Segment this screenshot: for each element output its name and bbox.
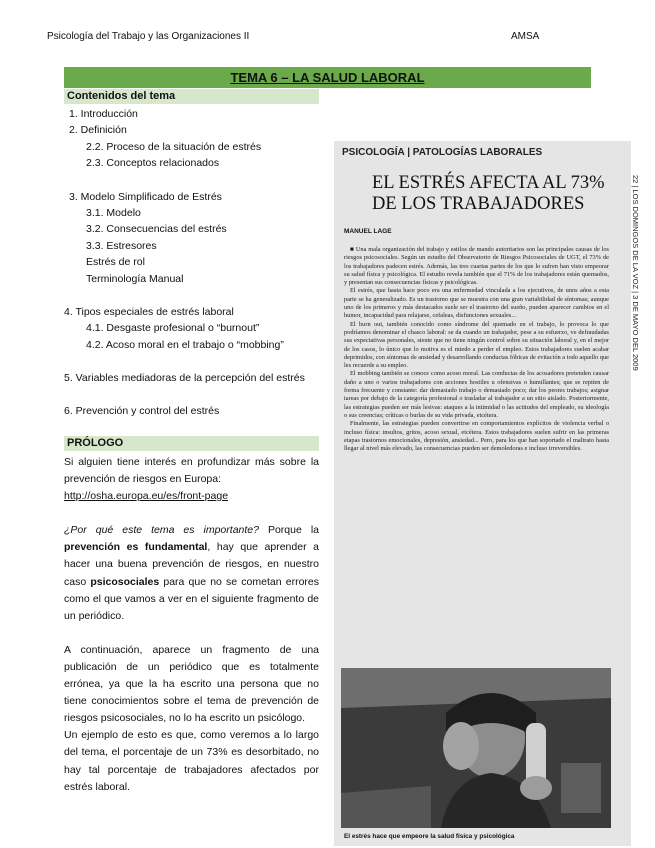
clipping-article bbox=[344, 246, 609, 453]
prologo-text-span: , hay que aprender a hacer una buena prevención de riesgos, en nuestro caso bbox=[64, 541, 320, 588]
toc-item: 5. Variables mediadoras de la percepción del estrés bbox=[64, 372, 305, 384]
stressed-worker-photo bbox=[341, 668, 611, 828]
toc-item: 3.3. Estresores bbox=[86, 240, 157, 252]
osha-link[interactable]: http://osha.europa.eu/es/front-page bbox=[64, 490, 229, 503]
prologo-text-span: para que no se cometan errores como el que vamos a ver en el siguiente fragmento de un periódico. bbox=[64, 575, 319, 622]
toc-item: 3.1. Modelo bbox=[86, 207, 141, 219]
toc-item: 2.2. Proceso de la situación de estrés bbox=[86, 141, 262, 153]
running-header-left: Psicología del Trabajo y las Organizaciones II bbox=[47, 31, 250, 42]
toc-item: 2.3. Conceptos relacionados bbox=[86, 157, 220, 169]
toc-item: 6. Prevención y control del estrés bbox=[64, 405, 220, 417]
photo-illustration bbox=[341, 668, 611, 828]
prologo-text-span: Porque la bbox=[258, 524, 319, 537]
article-paragraph: El mobbing también se conoce como acoso moral. Las conductas de los acosadores pretenden causar daño a uno o varios trabajadores con acciones hostiles u ofensivas o humillantes; que se repiten de forma frecuente y constante: dar demasiado trabajo o demasiado poco; dar los peores trabajos; asignar tareas por debajo de la categoría profesional o trasladar al trabajador a un sitio aislado. Posteriormente, las estrategias pueden ser más lesivas: ataques a la intimidad o las actitudes del empleado, su ideología o sus creencias; críticas o burlas de su vida privada, etcétera. bbox=[344, 370, 609, 419]
toc-item: 3. Modelo Simplificado de Estrés bbox=[69, 191, 222, 203]
article-paragraph: ■ Una mala organización del trabajo y estilos de mando autoritarios son las principales causas de los riesgos psicosociales. Según un estudio del Observatorio de Riesgos Psicosociales de UGT, el 73% de los trabajadores padecen estrés. Además, las tres cuartas partes de los que lo sufren han visto empeorar su salud física y psicológica. El estudio revela también que el 71% de los trabajadores están quemados, y presentan sus consecuencias físicas y psicológicas. bbox=[344, 246, 609, 287]
toc-item: Terminología Manual bbox=[86, 273, 184, 285]
prologo-heading: PRÓLOGO bbox=[64, 436, 319, 451]
emphasis-text: psicosociales bbox=[90, 575, 160, 588]
prologo-paragraph: Un ejemplo de esto es que, como veremos a lo largo del tema, el porcentaje de un 73% es desorbitado, no hay tal porcentaje de trabajadores afectados por estrés laboral. bbox=[64, 729, 319, 793]
chapter-title: TEMA 6 – LA SALUD LABORAL bbox=[64, 67, 591, 88]
prologo-paragraph bbox=[64, 454, 319, 505]
prologo-text-span: Si alguien tiene interés en profundizar más sobre la prevención de riesgos en Europa: bbox=[64, 456, 319, 486]
running-header-right: AMSA bbox=[511, 31, 540, 42]
clipping-headline: EL ESTRÉS AFECTA AL 73% DE LOS TRABAJADORES bbox=[372, 173, 605, 214]
newspaper-clipping bbox=[334, 141, 640, 846]
photo-caption: El estrés hace que empeore la salud física y psicológica bbox=[344, 833, 515, 840]
article-paragraph: Finalmente, las estrategias pueden convertirse en comportamientos explícitos de violencia verbal o incluso física: insultos, gritos, acoso sexual, etcétera. Estos trabajadores suelen sufrir en las primeras etapas trastornos emocionales, depresión, ansiedad... Pero, para los que han soportado el maltrato hasta llegar al nivel más elevado, las consecuencias pueden ser demoledoras e incluso irreversibles. bbox=[344, 420, 609, 453]
toc-item: Estrés de rol bbox=[86, 256, 145, 268]
clipping-byline: MANUEL LAGE bbox=[344, 228, 392, 235]
toc-item: 4.1. Desgaste profesional o “burnout” bbox=[86, 322, 260, 334]
toc-item: 4.2. Acoso moral en el trabajo o “mobbing” bbox=[86, 339, 284, 351]
prologo-paragraph bbox=[64, 522, 319, 625]
toc-item: 3.2. Consecuencias del estrés bbox=[86, 223, 227, 235]
contents-heading: Contenidos del tema bbox=[64, 89, 319, 104]
emphasis-text: prevención es fundamental bbox=[64, 541, 208, 554]
prologo-paragraph: A continuación, aparece un fragmento de una publicación de un periódico que es totalmente errónea, ya que la ha escrito una persona que no tiene conocimientos sobre el tema de prevención de riesgos psicosociales, no lo ha escrito un psicólogo. bbox=[64, 643, 319, 725]
toc-item: 4. Tipos especiales de estrés laboral bbox=[64, 306, 234, 318]
toc-item: 2. Definición bbox=[69, 124, 127, 136]
article-paragraph: El estrés, que hasta hace poco era una enfermedad vinculada a los ejecutivos, de unos años a esta parte se ha generalizado. Es un trastorno que se muestra con una gran variabilidad de síntomas; aunque uno de los primeros y más destacados suele ser el trastorno del sueño, pueden aparecer cambios en el humor, incapacidad para relajarse, cefaleas, disfunciones sexuales... bbox=[344, 287, 609, 320]
clipping-vertical-date: 22 | LOS DOMINGOS DE LA VOZ | 3 DE MAYO DEL 2009 bbox=[631, 175, 640, 371]
prologo-text bbox=[64, 454, 319, 796]
toc-item: 1. Introducción bbox=[69, 108, 138, 120]
clipping-section: PSICOLOGÍA | PATOLOGÍAS LABORALES bbox=[342, 147, 543, 158]
question-text: ¿Por qué este tema es importante? bbox=[64, 524, 259, 537]
article-paragraph: El burn out, también conocido como síndrome del quemado en el trabajo, lo provoca lo que podríamos denominar el chasco laboral: se da cuando un trabajador, pese a su esfuerzo, ve defraudadas sus expectativas personales, siente que no tiene ningún control sobre su situación laboral y, en el mejor de los casos, lo único que lo motiva es el miedo a perder el empleo. Estos trabajadores suelen acabar deprimidos, con síntomas de ansiedad y desarrollando conductas fóbicas de evitación a todo aquello que les recuerde a su empleo. bbox=[344, 320, 609, 370]
